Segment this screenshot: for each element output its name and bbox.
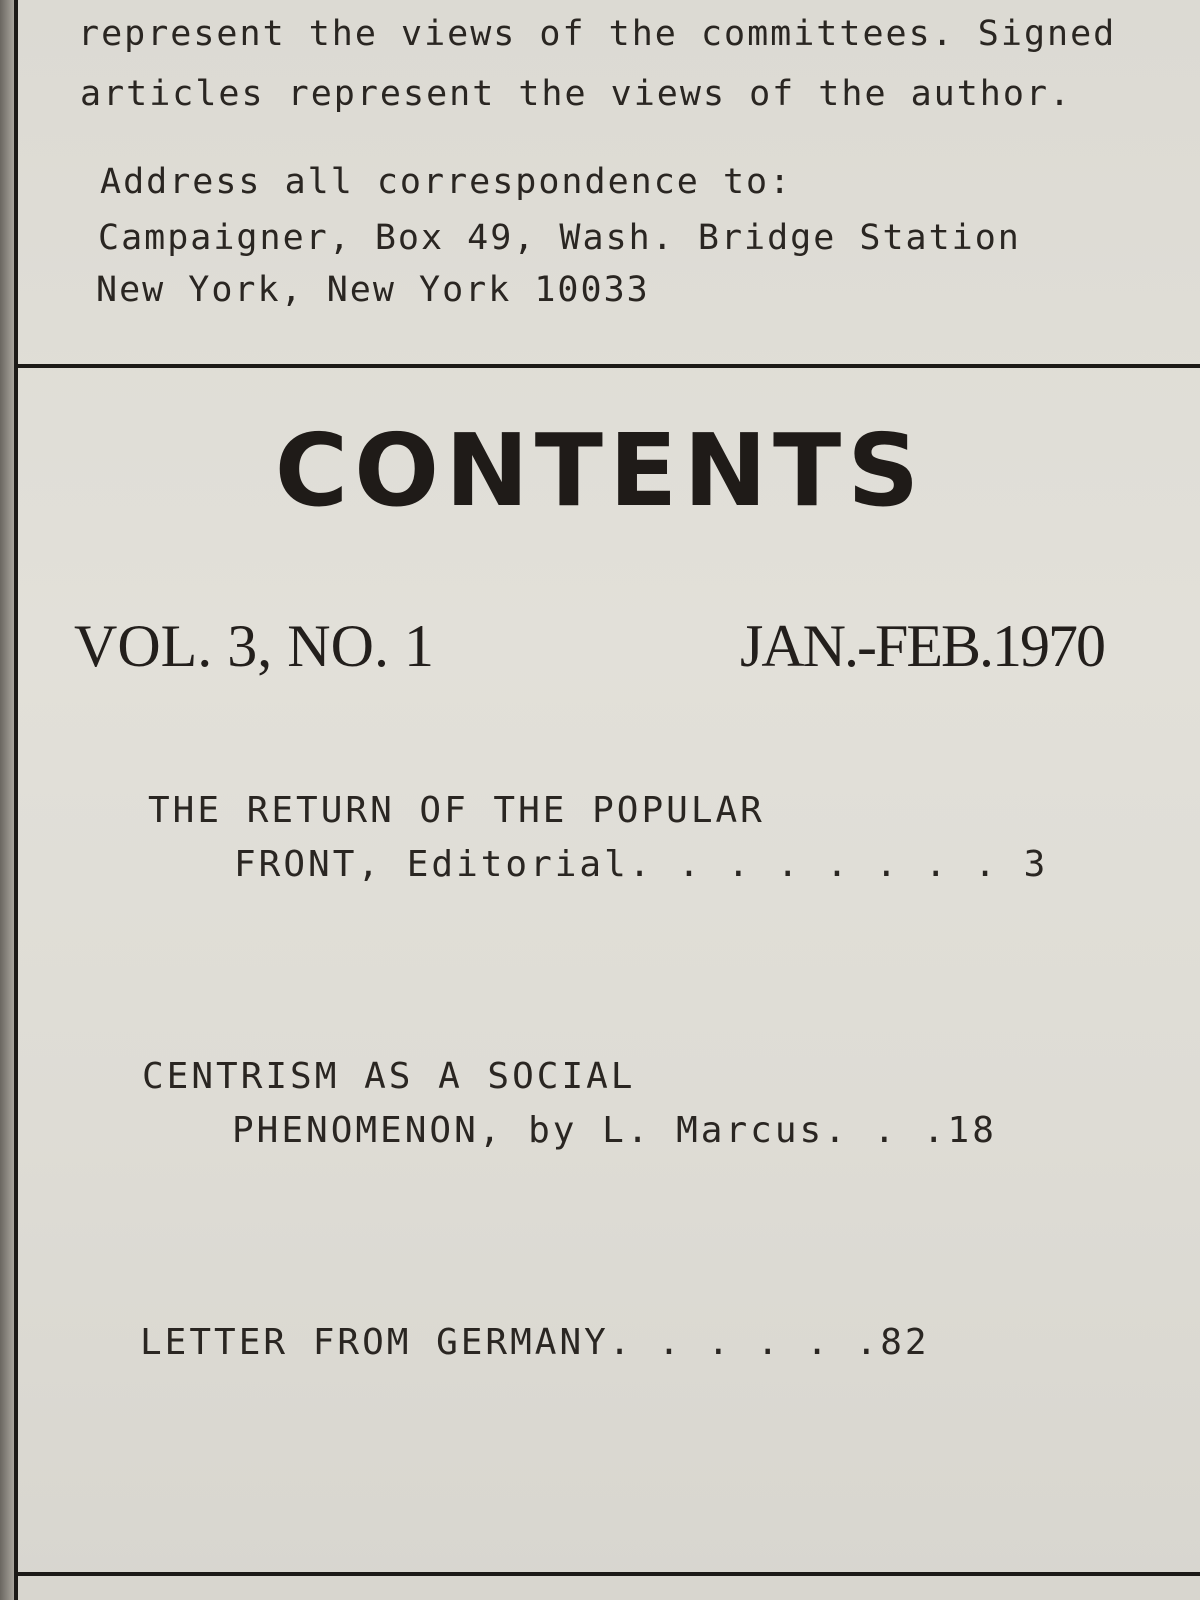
volume-number: VOL. 3, NO. 1 <box>74 613 434 679</box>
toc-entry-title: LETTER FROM GERMANY. . . . . .82 <box>140 1322 930 1363</box>
policy-statement-line-1: represent the views of the committees. Signed <box>78 14 1117 54</box>
toc-entry-title: CENTRISM AS A SOCIAL <box>142 1056 636 1097</box>
book-spine-shadow <box>0 0 14 1600</box>
policy-statement-line-2: articles represent the views of the author. <box>80 74 1073 114</box>
toc-entry-title: THE RETURN OF THE POPULAR <box>148 790 765 831</box>
section-divider <box>14 364 1200 368</box>
address-label: Address all correspondence to: <box>100 162 793 202</box>
contents-heading: CONTENTS <box>274 412 926 529</box>
issue-date: JAN.-FEB.1970 <box>739 613 1104 679</box>
toc-entry-detail: FRONT, Editorial. . . . . . . . 3 <box>234 844 1049 885</box>
address-line-1: Campaigner, Box 49, Wash. Bridge Station <box>98 218 1021 258</box>
address-line-2: New York, New York 10033 <box>96 270 650 310</box>
toc-entry-detail: PHENOMENON, by L. Marcus. . .18 <box>232 1110 997 1151</box>
bottom-border-rule <box>14 1572 1200 1576</box>
left-border-rule <box>14 0 18 1600</box>
